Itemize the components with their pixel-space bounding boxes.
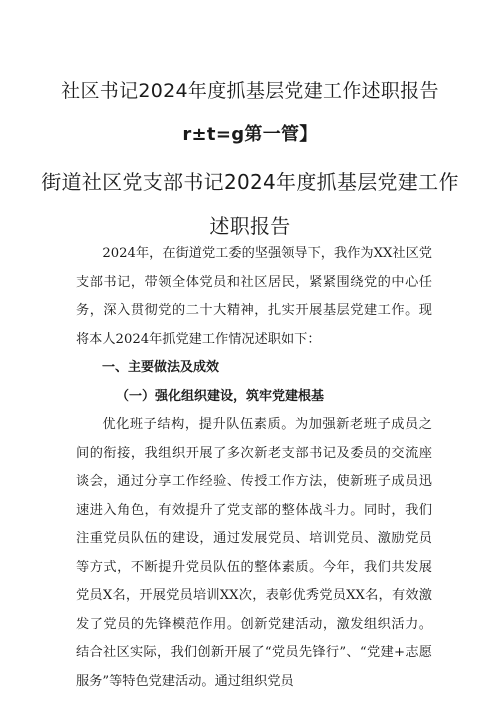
- section-heading: 一、主要做法及成效: [102, 360, 220, 375]
- subsection-heading: （一）强化组织建设，筑牢党建根基: [116, 388, 325, 404]
- report-title-line-2: 述职报告: [209, 214, 291, 238]
- report-title-line-1: 街道社区党支部书记2024年度抓基层党建工作: [41, 170, 459, 194]
- intro-paragraph: 2024年，在街道党工委的坚强领导下，我作为XX社区党支部书记，带领全体党员和社区居民，紧紧围绕党的中心任务，深入贯彻党的二十大精神，扎实开展基层党建工作。现将本人2024年抓党建工作情况述职如下：: [76, 246, 432, 347]
- document-body: [76, 240, 432, 696]
- body-paragraph: 优化班子结构，提升队伍素质。为加强新老班子成员之间的衔接，我组织开展了多次新老支部书记及委员的交流座谈会，通过分享工作经验、传授工作方法，使新班子成员迅速进入角色，有效提升了党支部的整体战斗力。同时，我们注重党员队伍的建设，通过发展党员、培训党员、激励党员等方式，不断提升党员队伍的整体素质。今年，我们共发展党员X名，开展党员培训XX次，表彰优秀党员XX名，有效激发了党员的先锋模范作用。创新党建活动，激发组织活力。结合社区实际，我们创新开展了“党员先锋行”、“党建+志愿服务”等特色党建活动。通过组织党员: [76, 417, 432, 689]
- document-subtitle: r±t=g第一管】: [182, 124, 318, 145]
- document-title: 社区书记2024年度抓基层党建工作述职报告: [61, 80, 439, 102]
